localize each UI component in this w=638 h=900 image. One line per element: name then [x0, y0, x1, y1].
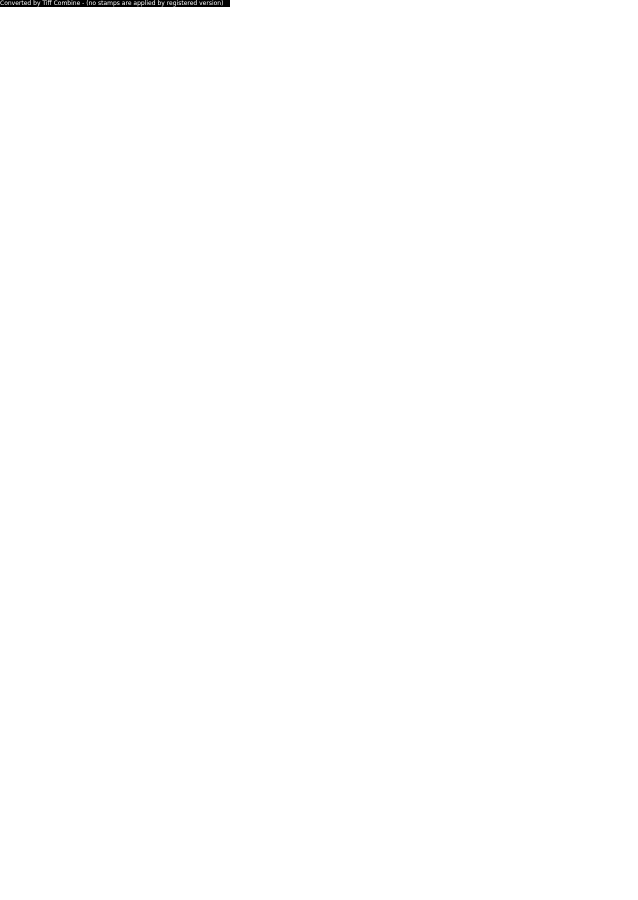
- body-text: [110, 82, 528, 96]
- converter-banner: Converted by Tiff Combine - (no stamps are applied by registered version): [0, 0, 230, 7]
- page-header: [100, 38, 538, 66]
